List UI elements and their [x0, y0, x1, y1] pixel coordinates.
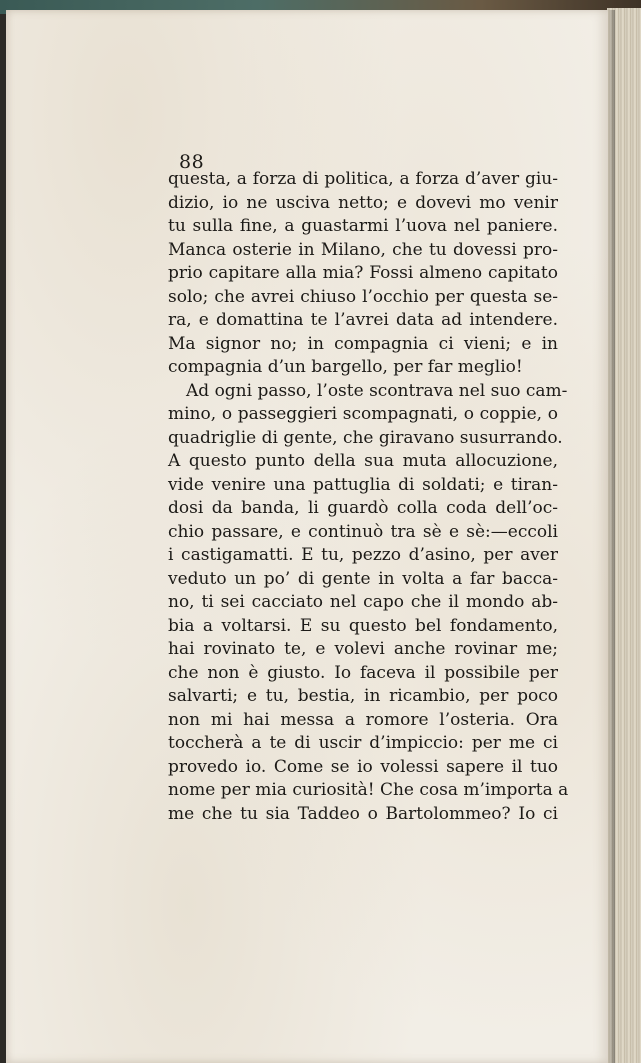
page-shadow — [607, 10, 615, 1063]
text-line: prio capitare alla mia? Fossi almeno capitato — [168, 263, 558, 283]
text-line: provedo io. Come se io volessi sapere il tuo — [168, 756, 558, 777]
text-line: bia a voltarsi. E su questo bel fondamento, — [168, 615, 558, 636]
text-line: mino, o passeggieri scompagnati, o coppie, o — [168, 404, 558, 424]
text-line: non mi hai messa a romore l’osteria. Ora — [168, 709, 558, 730]
text-line: ra, e domattina te l’avrei data ad intendere. — [168, 310, 558, 330]
text-line: i castigamatti. E tu, pezzo d’asino, per aver — [168, 545, 558, 565]
text-line: A questo punto della sua muta allocuzione, — [168, 451, 558, 471]
text-line: compagnia d’un bargello, per far meglio! — [168, 357, 523, 377]
text-line: hai rovinato te, e volevi anche rovinar me; — [168, 639, 558, 659]
text-line: Ad ogni passo, l’oste scontrava nel suo cam- — [186, 380, 568, 401]
text-line: me che tu sia Taddeo o Bartolommeo? Io ci — [168, 803, 558, 824]
text-line: chio passare, e continuò tra sè e sè:—eccoli — [168, 521, 558, 542]
text-line: questa, a forza di politica, a forza d’aver giu- — [168, 169, 558, 189]
text-line: toccherà a te di uscir d’impiccio: per me ci — [168, 733, 558, 753]
text-line: quadriglie di gente, che giravano susurrando. — [168, 427, 563, 448]
body-text — [168, 168, 569, 826]
text-line: Manca osterie in Milano, che tu dovessi pro- — [168, 239, 558, 260]
text-line: che non è giusto. Io faceva il possibile per — [168, 662, 558, 683]
text-line: solo; che avrei chiuso l’occhio per questa se- — [168, 286, 558, 307]
text-line: dosi da banda, li guardò colla coda dell’oc- — [168, 498, 558, 518]
text-line: Ma signor no; in compagnia ci vieni; e in — [168, 333, 558, 354]
text-line: salvarti; e tu, bestia, in ricambio, per poco — [168, 686, 558, 706]
page-number: 88 — [179, 151, 205, 173]
text-line: vide venire una pattuglia di soldati; e tiran- — [168, 474, 558, 495]
text-line: no, ti sei cacciato nel capo che il mondo ab- — [168, 592, 558, 612]
text-line: dizio, io ne usciva netto; e dovevi mo venir — [168, 192, 558, 213]
text-line: nome per mia curiosità! Che cosa m’importa a — [168, 780, 569, 800]
text-line: veduto un po’ di gente in volta a far bacca- — [168, 568, 558, 589]
text-line: tu sulla fine, a guastarmi l’uova nel paniere. — [168, 216, 558, 236]
